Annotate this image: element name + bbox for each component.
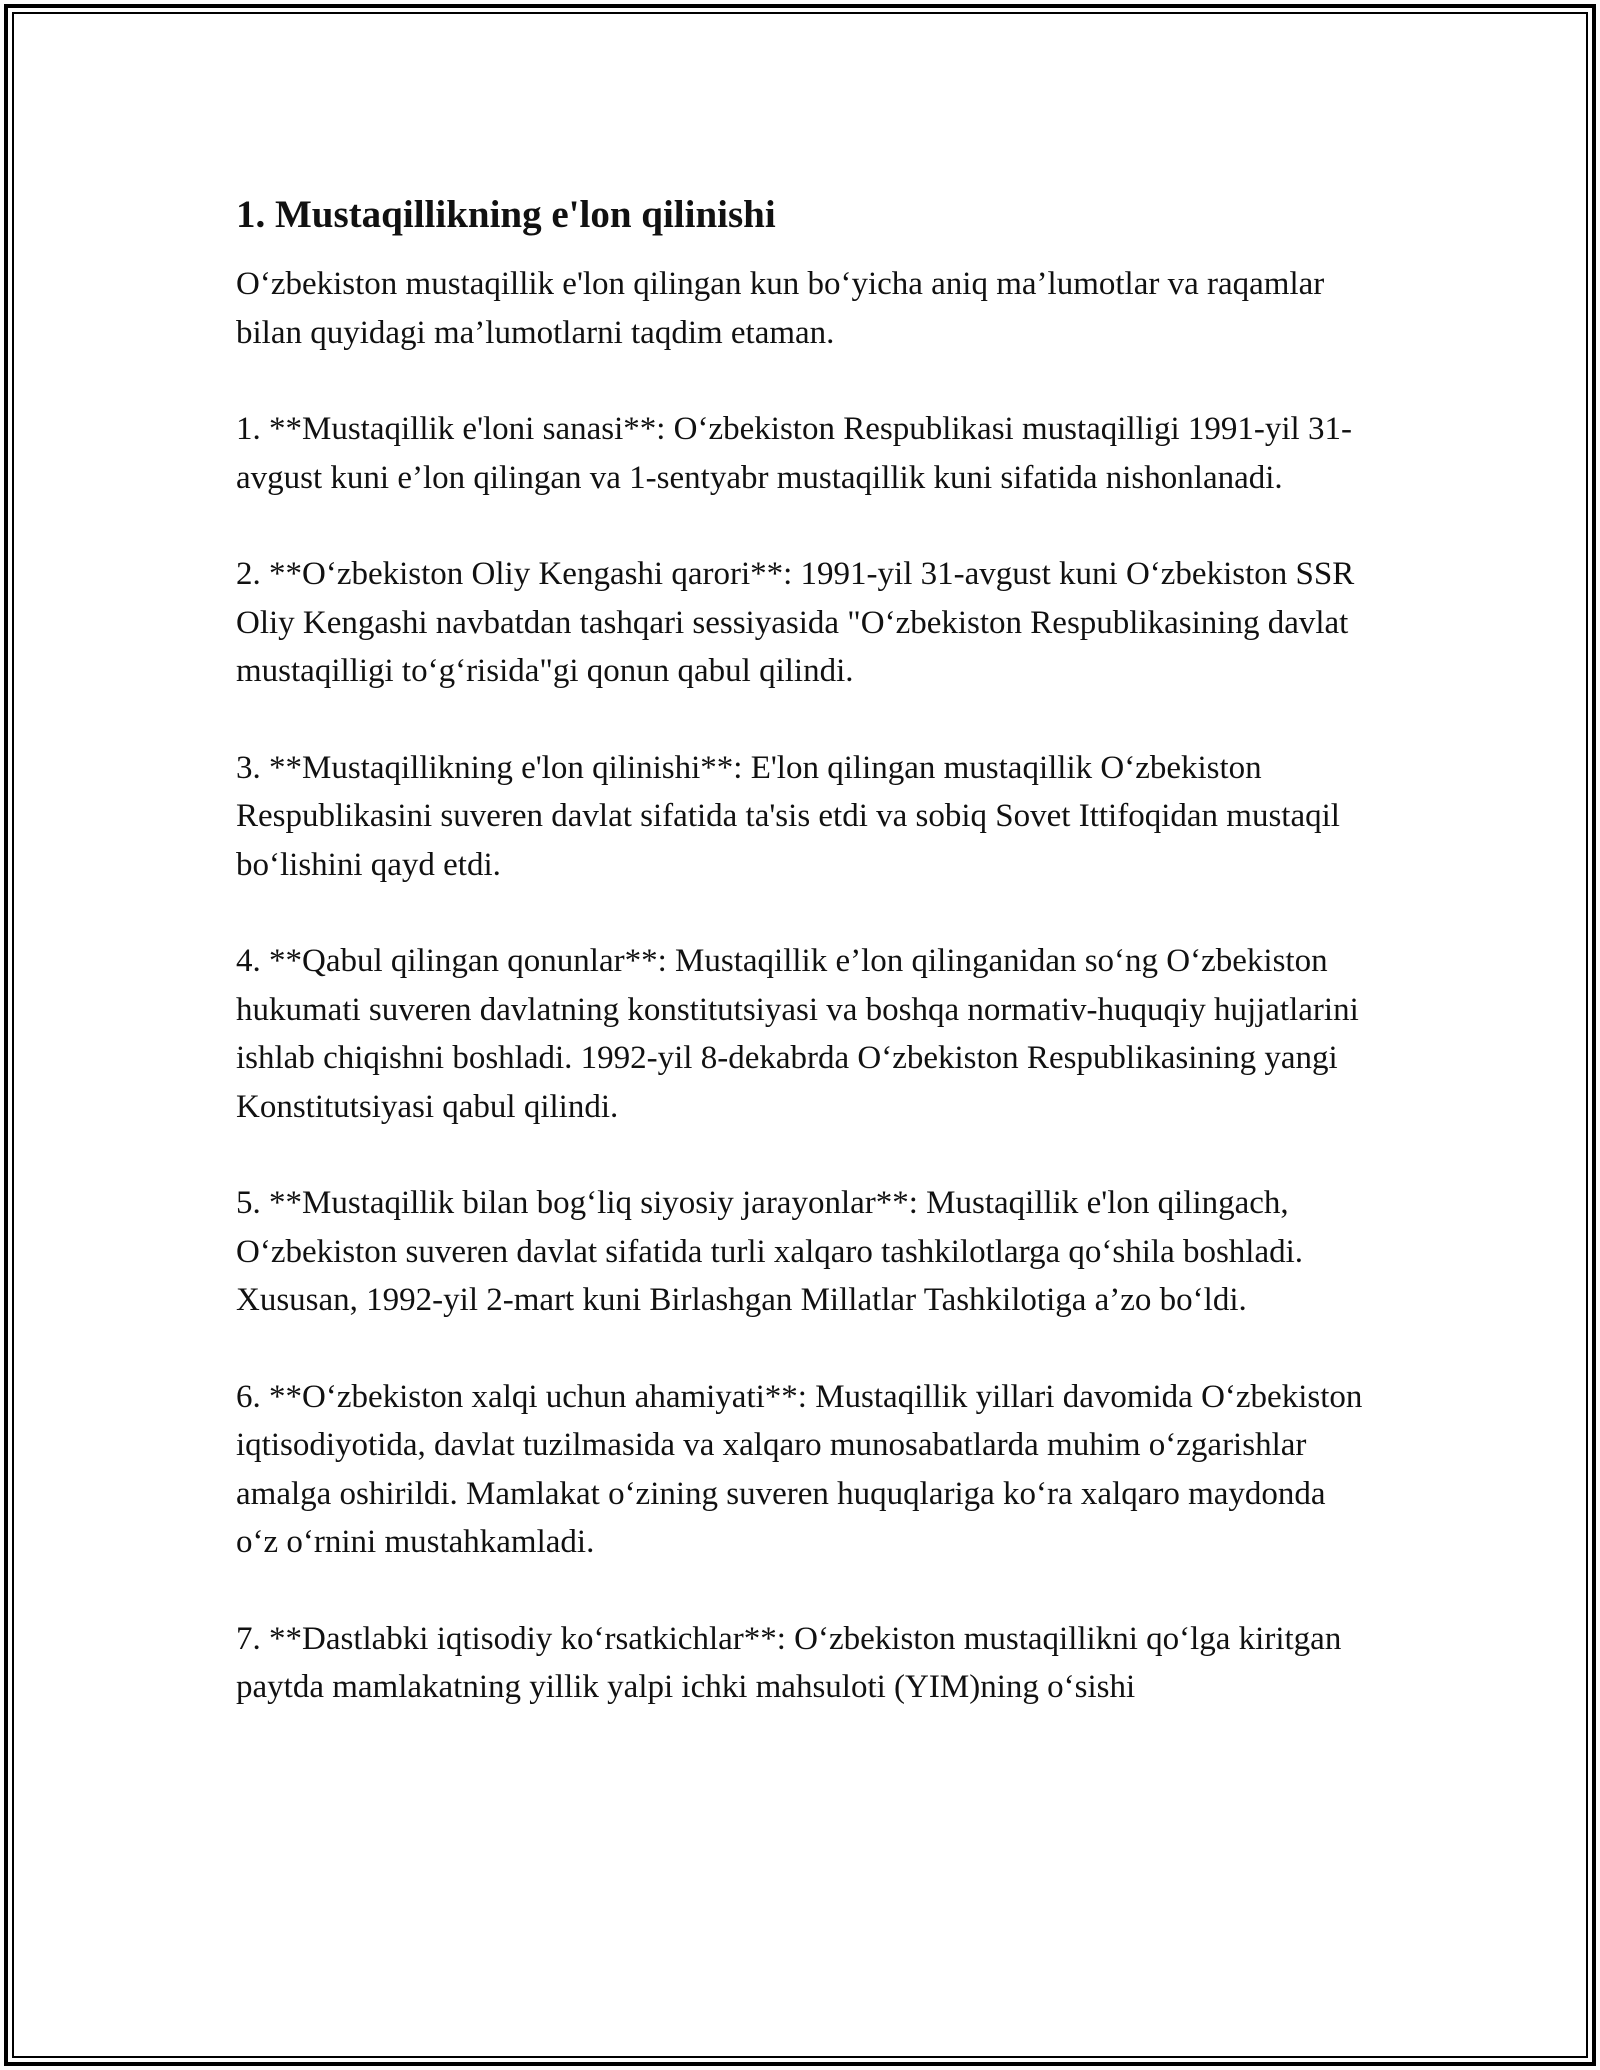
list-item-4: 4. **Qabul qilingan qonunlar**: Mustaqillik e’lon qilinganidan so‘ng O‘zbekiston hukumati suveren davlatning konstitutsiyasi va boshqa normativ-huquqiy hujjatlarini ishlab chiqishni boshladi. 1992-yil 8-dekabrda O‘zbekiston Respublikasining yangi Konstitutsiyasi qabul qilindi. xyxy=(236,943,1359,1125)
list-item-1: 1. **Mustaqillik e'loni sanasi**: O‘zbekiston Respublikasi mustaqilligi 1991-yil 31-avgust kuni e’lon qilingan va 1-sentyabr mustaqillik kuni sifatida nishonlanadi. xyxy=(236,411,1352,496)
document-body xyxy=(236,186,1366,1760)
list-item-6: 6. **O‘zbekiston xalqi uchun ahamiyati**: Mustaqillik yillari davomida O‘zbekiston iqtisodiyotida, davlat tuzilmasida va xalqaro munosabatlarda muhim o‘zgarishlar amalga oshirildi. Mamlakat o‘zining suveren huquqlariga ko‘ra xalqaro maydonda o‘z o‘rnini mustahkamladi. xyxy=(236,1378,1363,1560)
intro-paragraph: O‘zbekiston mustaqillik e'lon qilingan kun bo‘yicha aniq ma’lumotlar va raqamlar bilan quyidagi ma’lumotlarni taqdim etaman. xyxy=(236,266,1325,351)
list-item-2: 2. **O‘zbekiston Oliy Kengashi qarori**: 1991-yil 31-avgust kuni O‘zbekiston SSR Oliy Kengashi navbatdan tashqari sessiyasida "O‘zbekiston Respublikasining davlat mustaqilligi to‘g‘risida"gi qonun qabul qilindi. xyxy=(236,556,1355,689)
list-item-7: 7. **Dastlabki iqtisodiy ko‘rsatkichlar**: O‘zbekiston mustaqillikni qo‘lga kiritgan paytda mamlakatning yillik yalpi ichki mahsuloti (YIM)ning o‘sishi xyxy=(236,1620,1342,1705)
list-item-3: 3. **Mustaqillikning e'lon qilinishi**: E'lon qilingan mustaqillik O‘zbekiston Respublikasini suveren davlat sifatida ta'sis etdi va sobiq Sovet Ittifoqidan mustaqil bo‘lishini qayd etdi. xyxy=(236,749,1340,883)
document-title: 1. Mustaqillikning e'lon qilinishi xyxy=(236,193,776,236)
list-item-5: 5. **Mustaqillik bilan bog‘liq siyosiy jarayonlar**: Mustaqillik e'lon qilingach, O‘zbekiston suveren davlat sifatida turli xalqaro tashkilotlarga qo‘shila boshladi. Xususan, 1992-yil 2-mart kuni Birlashgan Millatlar Tashkilotiga a’zo bo‘ldi. xyxy=(236,1185,1304,1318)
